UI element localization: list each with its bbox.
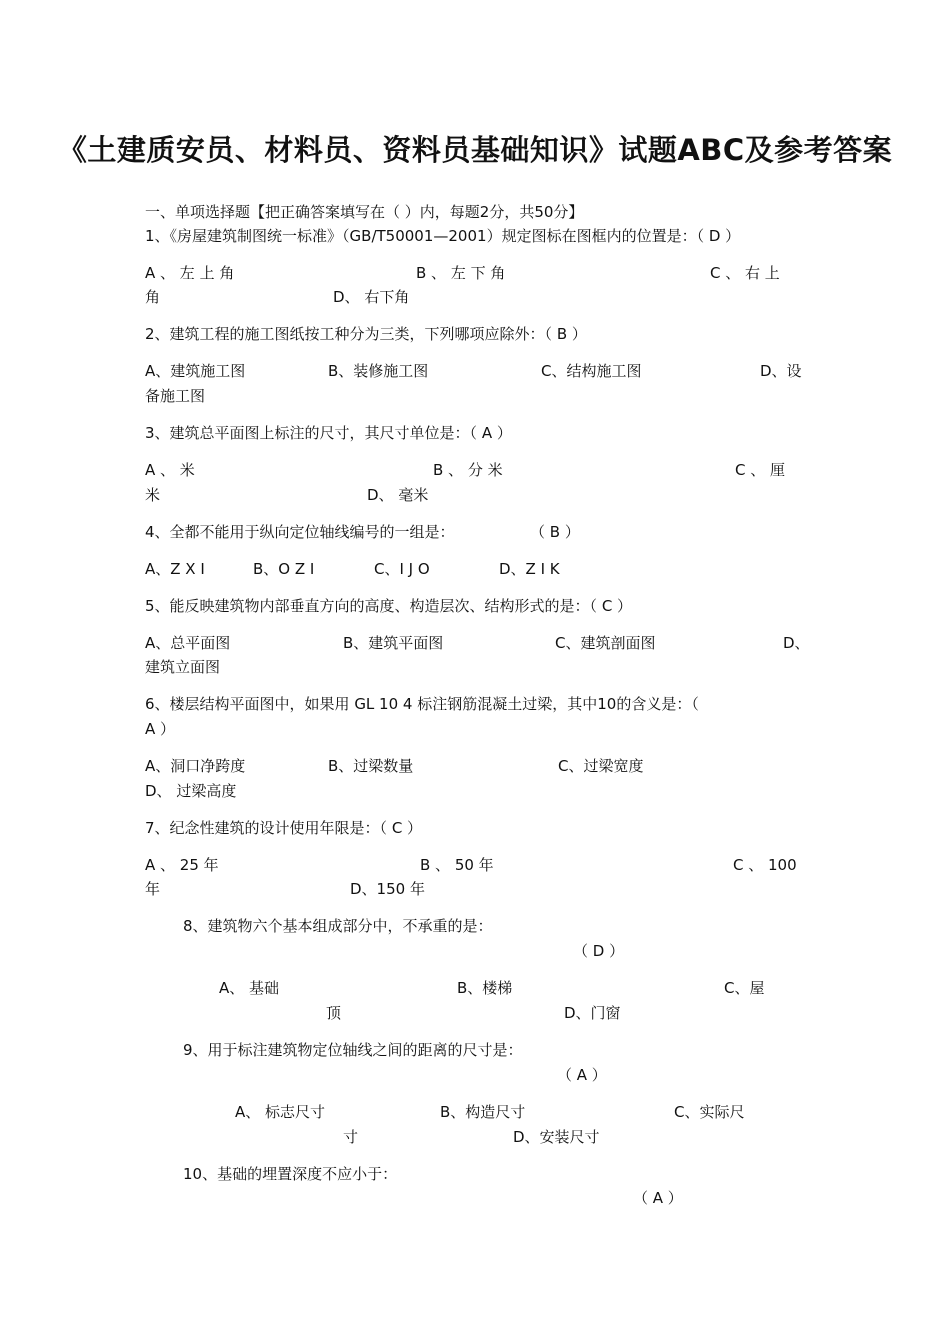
- question-2-option-d: D、设: [760, 362, 802, 380]
- question-1-stem: 1、《房屋建筑制图统一标准》（GB/T50001—2001）规定图标在图框内的位置是：（ D ）: [145, 227, 741, 245]
- question-3-option-c: C 、 厘: [735, 461, 786, 479]
- question-5-stem: 5、能反映建筑物内部垂直方向的高度、构造层次、结构形式的是：（ C ）: [145, 597, 633, 615]
- question-5-option-b: B、建筑平面图: [343, 634, 444, 652]
- question-4-option-b: B、O Z I: [253, 560, 315, 578]
- question-8-option-b: B、楼梯: [457, 979, 513, 997]
- question-2-option-a: A、建筑施工图: [145, 362, 246, 380]
- question-10-answer: （ A ）: [633, 1189, 683, 1207]
- question-6-option-c: C、过梁宽度: [558, 757, 644, 775]
- question-7-option-c: C 、 100: [733, 856, 797, 874]
- question-8-answer: （ D ）: [573, 942, 625, 960]
- question-9-stem: 9、用于标注建筑物定位轴线之间的距离的尺寸是：: [183, 1041, 523, 1059]
- question-8-option-c: C、屋: [724, 979, 765, 997]
- question-1-option-a: A 、 左 上 角: [145, 264, 235, 282]
- question-4-option-c: C、I J O: [374, 560, 430, 578]
- question-8-option-d: D、门窗: [564, 1004, 621, 1022]
- question-1-option-c: C 、 右 上: [710, 264, 780, 282]
- question-9-option-a: A、 标志尺寸: [235, 1103, 326, 1121]
- question-8-stem: 8、建筑物六个基本组成部分中，不承重的是：: [183, 917, 493, 935]
- question-9-option-d: D、安装尺寸: [513, 1128, 600, 1146]
- question-3-option-c-wrap: 米: [145, 486, 161, 504]
- question-9-option-c: C、实际尺: [674, 1103, 745, 1121]
- question-7-stem: 7、纪念性建筑的设计使用年限是：（ C ）: [145, 819, 423, 837]
- question-10-stem: 10、基础的埋置深度不应小于：: [183, 1165, 398, 1183]
- question-7-option-a: A 、 25 年: [145, 856, 219, 874]
- question-2-stem: 2、建筑工程的施工图纸按工种分为三类，下列哪项应除外：（ B ）: [145, 325, 587, 343]
- question-3-option-b: B 、 分 米: [433, 461, 503, 479]
- question-3-option-a: A 、 米: [145, 461, 195, 479]
- question-4-stem: 4、全都不能用于纵向定位轴线编号的一组是：: [145, 523, 455, 541]
- question-6-option-a: A、洞口净跨度: [145, 757, 246, 775]
- question-6-stem-wrap: A ）: [145, 720, 176, 738]
- question-3-stem: 3、建筑总平面图上标注的尺寸，其尺寸单位是：（ A ）: [145, 424, 512, 442]
- question-7-option-c-wrap: 年: [145, 880, 161, 898]
- question-5-option-d: D、: [783, 634, 810, 652]
- document-title: 《土建质安员、材料员、资料员基础知识》试题ABC及参考答案: [57, 133, 893, 167]
- question-1-option-c-wrap: 角: [145, 288, 161, 306]
- question-1-option-d: D、 右下角: [333, 288, 410, 306]
- question-7-option-b: B 、 50 年: [420, 856, 494, 874]
- question-9-option-b: B、构造尺寸: [440, 1103, 526, 1121]
- question-3-option-d: D、 毫米: [367, 486, 429, 504]
- question-8-option-a: A、 基础: [219, 979, 280, 997]
- question-2-option-b: B、装修施工图: [328, 362, 429, 380]
- question-8-option-c-wrap: 顶: [326, 1004, 342, 1022]
- question-2-option-c: C、结构施工图: [541, 362, 642, 380]
- question-5-option-d-wrap: 建筑立面图: [145, 658, 221, 676]
- question-6-option-d: D、 过梁高度: [145, 782, 237, 800]
- question-5-option-c: C、建筑剖面图: [555, 634, 656, 652]
- question-6-option-b: B、过梁数量: [328, 757, 414, 775]
- question-1-option-b: B 、 左 下 角: [416, 264, 506, 282]
- section-heading: 一、单项选择题【把正确答案填写在（ ）内，每题2分，共50分】: [145, 203, 584, 221]
- question-6-stem: 6、楼层结构平面图中，如果用 GL 10 4 标注钢筋混凝土过梁，其中10的含义是：（: [145, 695, 699, 713]
- question-7-option-d: D、150 年: [350, 880, 425, 898]
- question-4-answer: （ B ）: [530, 523, 580, 541]
- question-4-option-d: D、Z I K: [499, 560, 560, 578]
- question-9-answer: （ A ）: [557, 1066, 607, 1084]
- question-5-option-a: A、总平面图: [145, 634, 231, 652]
- question-2-option-d-wrap: 备施工图: [145, 387, 206, 405]
- question-9-option-c-wrap: 寸: [343, 1128, 359, 1146]
- question-4-option-a: A、Z X I: [145, 560, 205, 578]
